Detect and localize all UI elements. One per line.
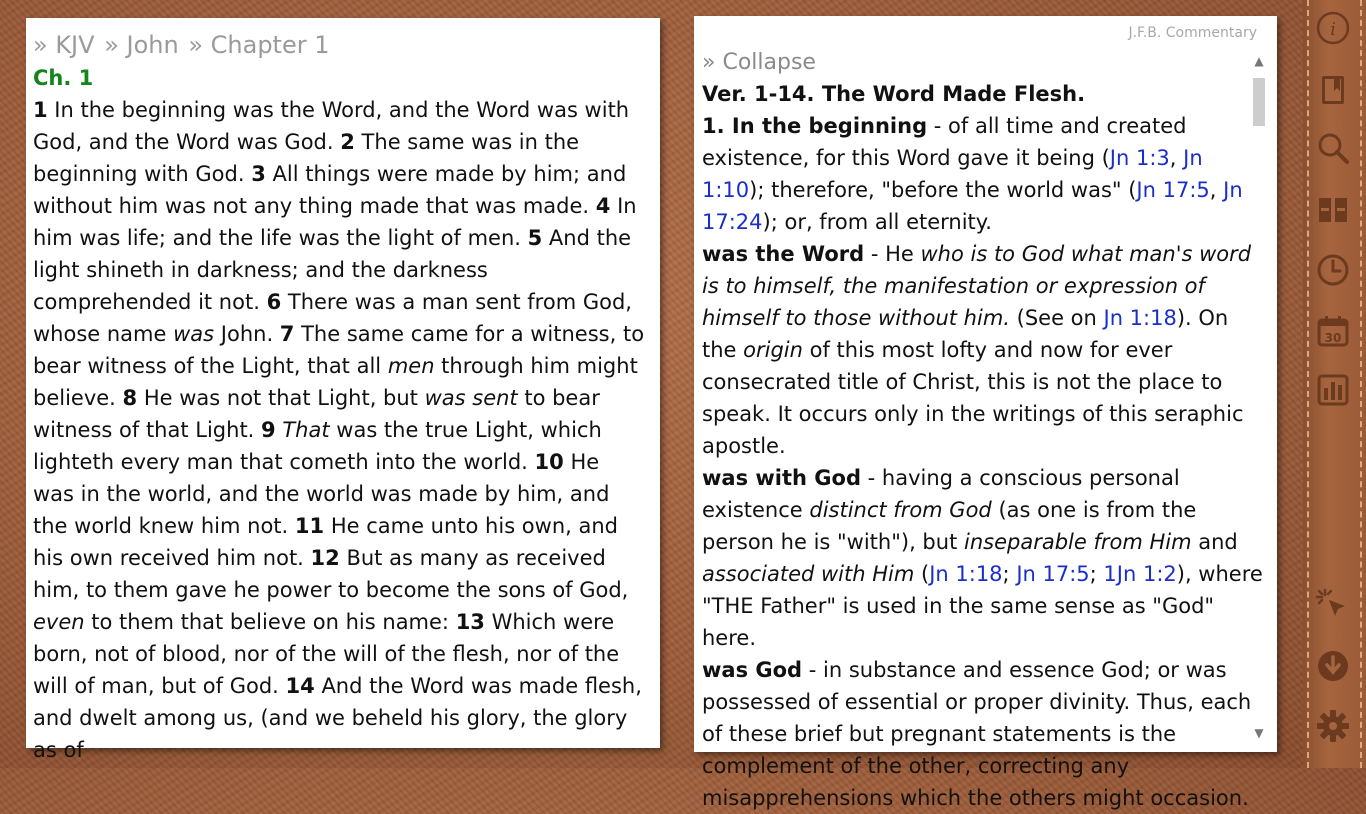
breadcrumb-version[interactable]: » KJV <box>33 31 95 59</box>
chart-books-icon[interactable] <box>1313 370 1353 410</box>
verse-number: 14 <box>285 674 315 698</box>
calendar-30-icon[interactable] <box>1313 311 1353 351</box>
section-heading: Ver. 1-14. The Word Made Flesh. <box>702 82 1086 106</box>
search-icon[interactable] <box>1313 128 1353 168</box>
commentary-text <box>702 78 1267 814</box>
commentary-term: was God <box>702 658 803 682</box>
parallel-books-icon[interactable] <box>1313 190 1353 230</box>
verse[interactable]: 4 In him was life; and the life was the light of men. <box>33 194 637 250</box>
cross-reference-link[interactable]: Jn 17:5 <box>1136 178 1210 202</box>
breadcrumb-chapter[interactable]: » Chapter 1 <box>188 31 330 59</box>
commentary-title: J.F.B. Commentary <box>1128 25 1257 41</box>
breadcrumb-book[interactable]: » John <box>104 31 179 59</box>
info-icon[interactable] <box>1313 8 1353 48</box>
verse[interactable]: 3 All things were made by him; and without him was not any thing made that was made. <box>33 162 627 218</box>
commentary-scrollbar[interactable] <box>1251 52 1267 742</box>
verse-number: 6 <box>266 290 282 314</box>
verse-number: 3 <box>251 162 266 186</box>
verse-number: 4 <box>595 194 611 218</box>
bible-text-scroll[interactable] <box>33 28 646 762</box>
verse-number: 13 <box>455 610 485 634</box>
collapse-link[interactable]: » Collapse <box>702 50 816 75</box>
verse[interactable]: 7 The same came for a witness, to bear witness of the Light, that all men through him might believe. <box>33 322 645 410</box>
cross-reference-link[interactable]: Jn 17:5 <box>1016 562 1090 586</box>
stitch-line <box>1307 0 1309 768</box>
history-clock-icon[interactable] <box>1313 250 1353 290</box>
svg-text:30: 30 <box>1324 331 1342 345</box>
chapter-heading: Ch. 1 <box>33 66 94 90</box>
breadcrumb <box>33 28 646 62</box>
verse[interactable]: 11 He came unto his own, and his own received him not. <box>33 514 618 570</box>
scroll-down-icon[interactable]: ▼ <box>1254 726 1264 740</box>
settings-gear-icon[interactable] <box>1313 706 1353 746</box>
verse[interactable]: 9 That was the true Light, which lighteth every man that cometh into the world. <box>33 418 602 474</box>
cross-reference-link[interactable]: Jn 1:10 <box>702 146 1203 202</box>
side-toolbar <box>1303 0 1366 768</box>
verse[interactable]: 10 He was in the world, and the world was made by him, and the world knew him not. <box>33 450 610 538</box>
commentary-paragraph: 1. In the beginning - of all time and created existence, for this Word gave it being (Jn 1:3, Jn 1:10); therefore, "before the world was" (Jn 17:5, Jn 17:24); or, from all eternity. <box>702 114 1243 234</box>
svg-text:i: i <box>1330 19 1336 40</box>
scripture-text <box>33 94 646 766</box>
commentary-term: was the Word <box>702 242 865 266</box>
download-icon[interactable] <box>1313 646 1353 686</box>
verse[interactable]: 13 Which were born, not of blood, nor of the will of the flesh, nor of the will of man, but of God. <box>33 610 620 698</box>
bookmark-book-icon[interactable] <box>1313 70 1353 110</box>
commentary-paragraph: was the Word - He who is to God what man's word is to himself, the manifestation or expression of himself to those without him. (See on Jn 1:18). On the origin of this most lofty and now for ever consecrated title of Christ, this is not the place to speak. It occurs only in the writings of this seraphic apostle. <box>702 242 1252 458</box>
commentary-term: was with God <box>702 466 861 490</box>
commentary-paragraph: was with God - having a conscious personal existence distinct from God (as one is from the person he is "with"), but inseparable from Him and associated with Him (Jn 1:18; Jn 17:5; 1Jn 1:2), where "THE Father" is used in the same sense as "God" here. <box>702 466 1263 650</box>
stitch-line <box>1360 0 1362 768</box>
verse[interactable]: 2 The same was in the beginning with God. <box>33 130 580 186</box>
scroll-thumb[interactable] <box>1253 78 1265 126</box>
cross-reference-link[interactable]: Jn 1:3 <box>1109 146 1170 170</box>
cross-reference-link[interactable]: Jn 1:18 <box>929 562 1003 586</box>
cursor-select-icon[interactable] <box>1313 584 1353 624</box>
commentary-paragraph: was God - in substance and essence God; or was possessed of essential or proper divinity. Thus, each of these brief but pregnant statements is the complement of the other, correcting any misapprehensions which the others might occasion. <box>702 658 1252 810</box>
verse-number: 8 <box>122 386 138 410</box>
verse[interactable]: 8 He was not that Light, but was sent to bear witness of that Light. <box>33 386 600 442</box>
verse[interactable]: 6 There was a man sent from God, whose name was John. <box>33 290 632 346</box>
commentary-panel <box>694 16 1277 810</box>
verse[interactable]: 5 And the light shineth in darkness; and the darkness comprehended it not. <box>33 226 632 314</box>
verse-number: 9 <box>261 418 276 442</box>
cross-reference-link[interactable]: 1Jn 1:2 <box>1103 562 1177 586</box>
verse[interactable]: 12 But as many as received him, to them gave he power to become the sons of God, even to them that believe on his name: <box>33 546 629 634</box>
verse-number: 5 <box>527 226 543 250</box>
verse-number: 12 <box>310 546 340 570</box>
cross-reference-link[interactable]: Jn 1:18 <box>1103 306 1177 330</box>
verse-number: 7 <box>279 322 295 346</box>
verse-number: 1 <box>33 98 48 122</box>
cross-reference-link[interactable]: Jn 17:24 <box>702 178 1243 234</box>
commentary-term: 1. In the beginning <box>702 114 928 138</box>
bible-text-panel[interactable] <box>26 18 660 762</box>
verse-number: 11 <box>294 514 325 538</box>
scroll-up-icon[interactable]: ▲ <box>1254 54 1264 68</box>
verse-number: 2 <box>340 130 355 154</box>
commentary-scroll[interactable] <box>702 48 1267 810</box>
verse[interactable]: 14 And the Word was made flesh, and dwelt among us, (and we beheld his glory, the glory as of <box>33 674 642 762</box>
verse[interactable]: 1 In the beginning was the Word, and the Word was with God, and the Word was God. <box>33 98 630 154</box>
verse-number: 10 <box>534 450 564 474</box>
